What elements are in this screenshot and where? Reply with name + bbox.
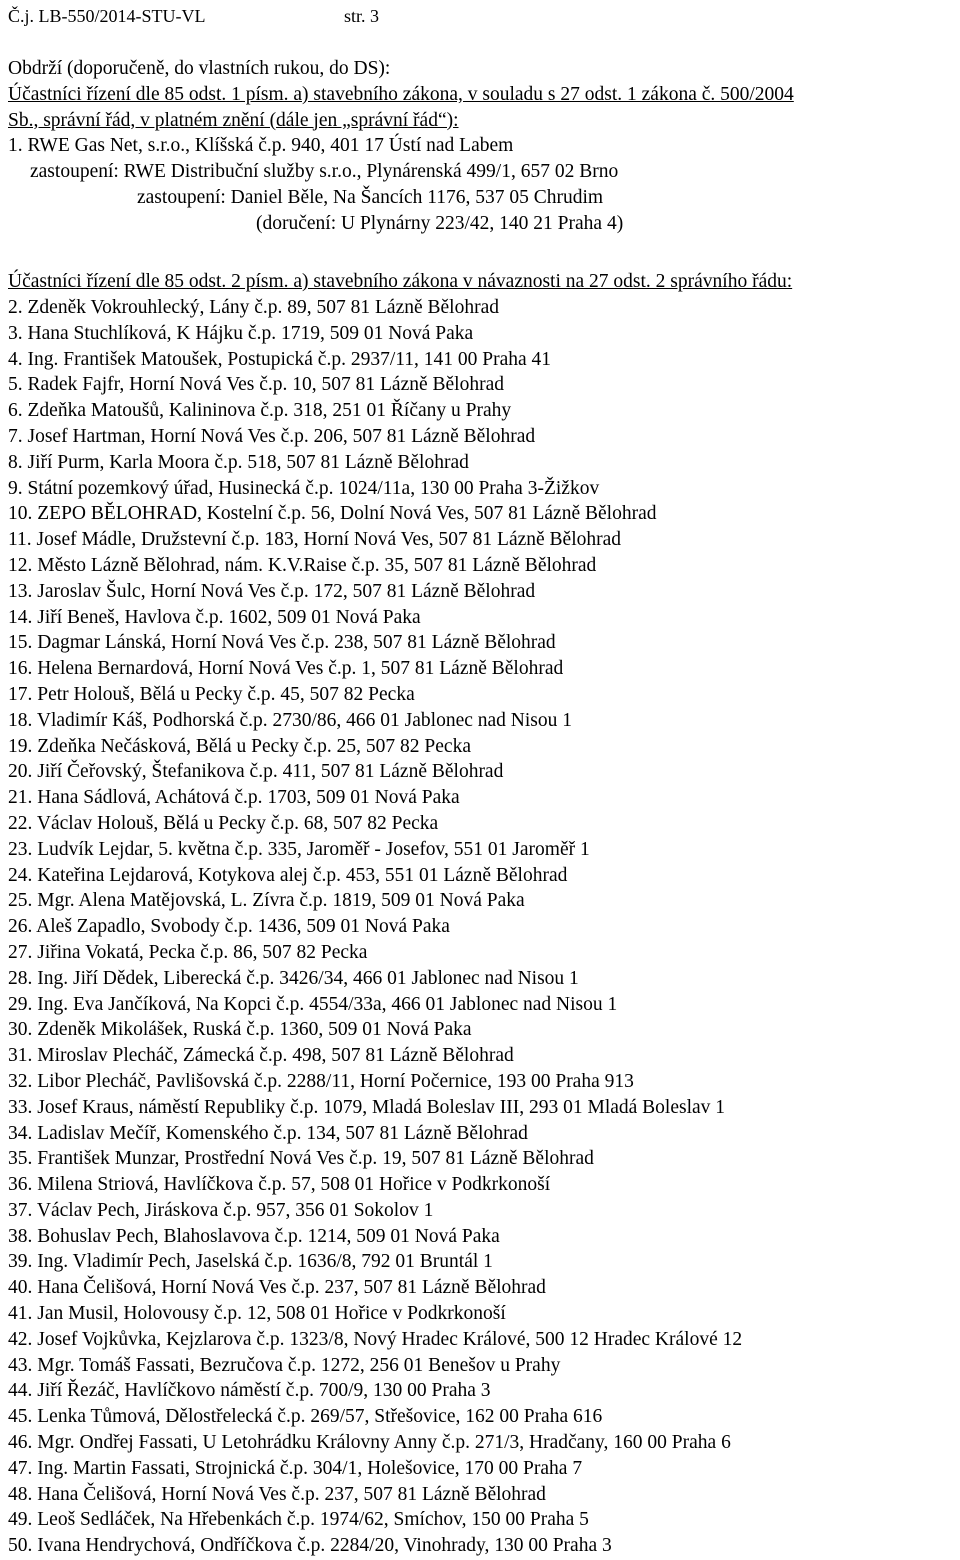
case-reference: Č.j. LB-550/2014-STU-VL [8, 6, 206, 26]
list-item: 50. Ivana Hendrychová, Ondříčkova č.p. 2284/20, Vinohrady, 130 00 Praha 3 [8, 1535, 612, 1557]
list-item: 19. Zdeňka Nečásková, Bělá u Pecky č.p. 25, 507 82 Pecka [8, 735, 471, 757]
list-item: 7. Josef Hartman, Horní Nová Ves č.p. 206, 507 81 Lázně Bělohrad [8, 425, 536, 447]
section-one-heading-line1: Účastníci řízení dle 85 odst. 1 písm. a) stavebního zákona, v souladu s 27 odst. 1 zákona č. 500/2004 [8, 83, 794, 105]
list-item: 41. Jan Musil, Holovousy č.p. 12, 508 01 Hořice v Podkrkonoší [8, 1303, 506, 1325]
page-number: str. 3 [344, 6, 380, 26]
list-item: 48. Hana Čelišová, Horní Nová Ves č.p. 237, 507 81 Lázně Bělohrad [8, 1483, 546, 1505]
list-item: 27. Jiřina Vokatá, Pecka č.p. 86, 507 82 Pecka [8, 941, 368, 963]
recipients-heading: Obdrží (doporučeně, do vlastních rukou, do DS): [8, 58, 391, 79]
list-item: 1. RWE Gas Net, s.r.o., Klíšská č.p. 940, 401 17 Ústí nad Labem [8, 135, 514, 157]
list-item: 39. Ing. Vladimír Pech, Jaselská č.p. 1636/8, 792 01 Bruntál 1 [8, 1251, 493, 1273]
section-two-heading-block [8, 269, 952, 295]
list-item: 3. Hana Stuchlíková, K Hájku č.p. 1719, 509 01 Nová Paka [8, 322, 474, 344]
list-item: 11. Josef Mádle, Družstevní č.p. 183, Horní Nová Ves, 507 81 Lázně Bělohrad [8, 529, 622, 551]
list-item: 34. Ladislav Mečíř, Komenského č.p. 134, 507 81 Lázně Bělohrad [8, 1122, 528, 1144]
list-item: 14. Jiří Beneš, Havlova č.p. 1602, 509 01 Nová Paka [8, 606, 421, 628]
list-item: 13. Jaroslav Šulc, Horní Nová Ves č.p. 172, 507 81 Lázně Bělohrad [8, 580, 536, 602]
list-item: 33. Josef Kraus, náměstí Republiky č.p. 1079, Mladá Boleslav III, 293 01 Mladá Boleslav 1 [8, 1096, 726, 1118]
page-header [8, 4, 952, 28]
list-item: 24. Kateřina Lejdarová, Kotykova alej č.p. 453, 551 01 Lázně Bělohrad [8, 864, 568, 886]
list-item: 30. Zdeněk Mikolášek, Ruská č.p. 1360, 509 01 Nová Paka [8, 1019, 472, 1041]
list-item: 38. Bohuslav Pech, Blahoslavova č.p. 1214, 509 01 Nová Paka [8, 1225, 500, 1247]
list-item: 18. Vladimír Káš, Podhorská č.p. 2730/86, 466 01 Jablonec nad Nisou 1 [8, 709, 572, 731]
list-item: 8. Jiří Purm, Karla Moora č.p. 518, 507 81 Lázně Bělohrad [8, 451, 469, 473]
section-one-heading-line2: Sb., správní řád, v platném znění (dále jen „správní řád“): [8, 109, 459, 131]
list-item: 23. Ludvík Lejdar, 5. května č.p. 335, Jaroměř - Josefov, 551 01 Jaroměř 1 [8, 838, 590, 860]
list-item: 29. Ing. Eva Jančíková, Na Kopci č.p. 4554/33a, 466 01 Jablonec nad Nisou 1 [8, 993, 618, 1015]
list-item: 20. Jiří Čeřovský, Štefanikova č.p. 411, 507 81 Lázně Bělohrad [8, 761, 504, 783]
list-item: 43. Mgr. Tomáš Fassati, Bezručova č.p. 1272, 256 01 Benešov u Prahy [8, 1354, 561, 1376]
list-item: 46. Mgr. Ondřej Fassati, U Letohrádku Královny Anny č.p. 271/3, Hradčany, 160 00 Praha 6 [8, 1432, 731, 1454]
list-item: 49. Leoš Sedláček, Na Hřebenkách č.p. 1974/62, Smíchov, 150 00 Praha 5 [8, 1509, 589, 1531]
list-item: 5. Radek Fajfr, Horní Nová Ves č.p. 10, 507 81 Lázně Bělohrad [8, 374, 504, 396]
section-one [8, 56, 952, 237]
representation-line-2: zastoupení: Daniel Běle, Na Šancích 1176, 537 05 Chrudim [137, 186, 604, 208]
list-item: 9. Státní pozemkový úřad, Husinecká č.p. 1024/11a, 130 00 Praha 3-Žižkov [8, 477, 600, 499]
participants-list [8, 295, 952, 1559]
list-item: 4. Ing. František Matoušek, Postupická č.p. 2937/11, 141 00 Praha 41 [8, 348, 552, 370]
list-item: 25. Mgr. Alena Matějovská, L. Zívra č.p. 1819, 509 01 Nová Paka [8, 890, 525, 912]
list-item: 2. Zdeněk Vokrouhlecký, Lány č.p. 89, 507 81 Lázně Bělohrad [8, 297, 499, 318]
list-item: 44. Jiří Řezáč, Havlíčkovo náměstí č.p. 700/9, 130 00 Praha 3 [8, 1380, 491, 1402]
list-item: 22. Václav Holouš, Bělá u Pecky č.p. 68, 507 82 Pecka [8, 812, 439, 834]
list-item: 36. Milena Striová, Havlíčkova č.p. 57, 508 01 Hořice v Podkrkonoší [8, 1174, 551, 1196]
list-item: 21. Hana Sádlová, Achátová č.p. 1703, 509 01 Nová Paka [8, 787, 460, 809]
list-item: 6. Zdeňka Matoušů, Kalininova č.p. 318, 251 01 Říčany u Prahy [8, 400, 512, 422]
list-item: 35. František Munzar, Prostřední Nová Ves č.p. 19, 507 81 Lázně Bělohrad [8, 1148, 594, 1170]
delivery-address-line: (doručení: U Plynárny 223/42, 140 21 Praha 4) [256, 212, 624, 234]
list-item: 12. Město Lázně Bělohrad, nám. K.V.Raise č.p. 35, 507 81 Lázně Bělohrad [8, 554, 597, 576]
list-item: 40. Hana Čelišová, Horní Nová Ves č.p. 237, 507 81 Lázně Bělohrad [8, 1277, 546, 1299]
list-item: 42. Josef Vojkůvka, Kejzlarova č.p. 1323/8, Nový Hradec Králové, 500 12 Hradec Králové 12 [8, 1328, 743, 1350]
list-item: 26. Aleš Zapadlo, Svobody č.p. 1436, 509 01 Nová Paka [8, 916, 450, 938]
list-item: 31. Miroslav Plecháč, Zámecká č.p. 498, 507 81 Lázně Bělohrad [8, 1045, 514, 1067]
list-item: 10. ZEPO BĚLOHRAD, Kostelní č.p. 56, Dolní Nová Ves, 507 81 Lázně Bělohrad [8, 503, 657, 525]
list-item: 16. Helena Bernardová, Horní Nová Ves č.p. 1, 507 81 Lázně Bělohrad [8, 658, 564, 680]
list-item: 32. Libor Plecháč, Pavlišovská č.p. 2288/11, Horní Počernice, 193 00 Praha 913 [8, 1070, 634, 1092]
list-item: 28. Ing. Jiří Dědek, Liberecká č.p. 3426/34, 466 01 Jablonec nad Nisou 1 [8, 967, 579, 989]
list-item: 47. Ing. Martin Fassati, Strojnická č.p. 304/1, Holešovice, 170 00 Praha 7 [8, 1457, 583, 1479]
representation-line: zastoupení: RWE Distribuční služby s.r.o., Plynárenská 499/1, 657 02 Brno [30, 161, 619, 183]
section-two-heading: Účastníci řízení dle 85 odst. 2 písm. a) stavebního zákona v návaznosti na 27 odst. 2 správního řádu: [8, 271, 793, 292]
list-item: 15. Dagmar Lánská, Horní Nová Ves č.p. 238, 507 81 Lázně Bělohrad [8, 632, 556, 654]
list-item: 17. Petr Holouš, Bělá u Pecky č.p. 45, 507 82 Pecka [8, 683, 415, 705]
list-item: 45. Lenka Tůmová, Dělostřelecká č.p. 269/57, Střešovice, 162 00 Praha 616 [8, 1406, 603, 1428]
list-item: 37. Václav Pech, Jiráskova č.p. 957, 356 01 Sokolov 1 [8, 1199, 434, 1221]
